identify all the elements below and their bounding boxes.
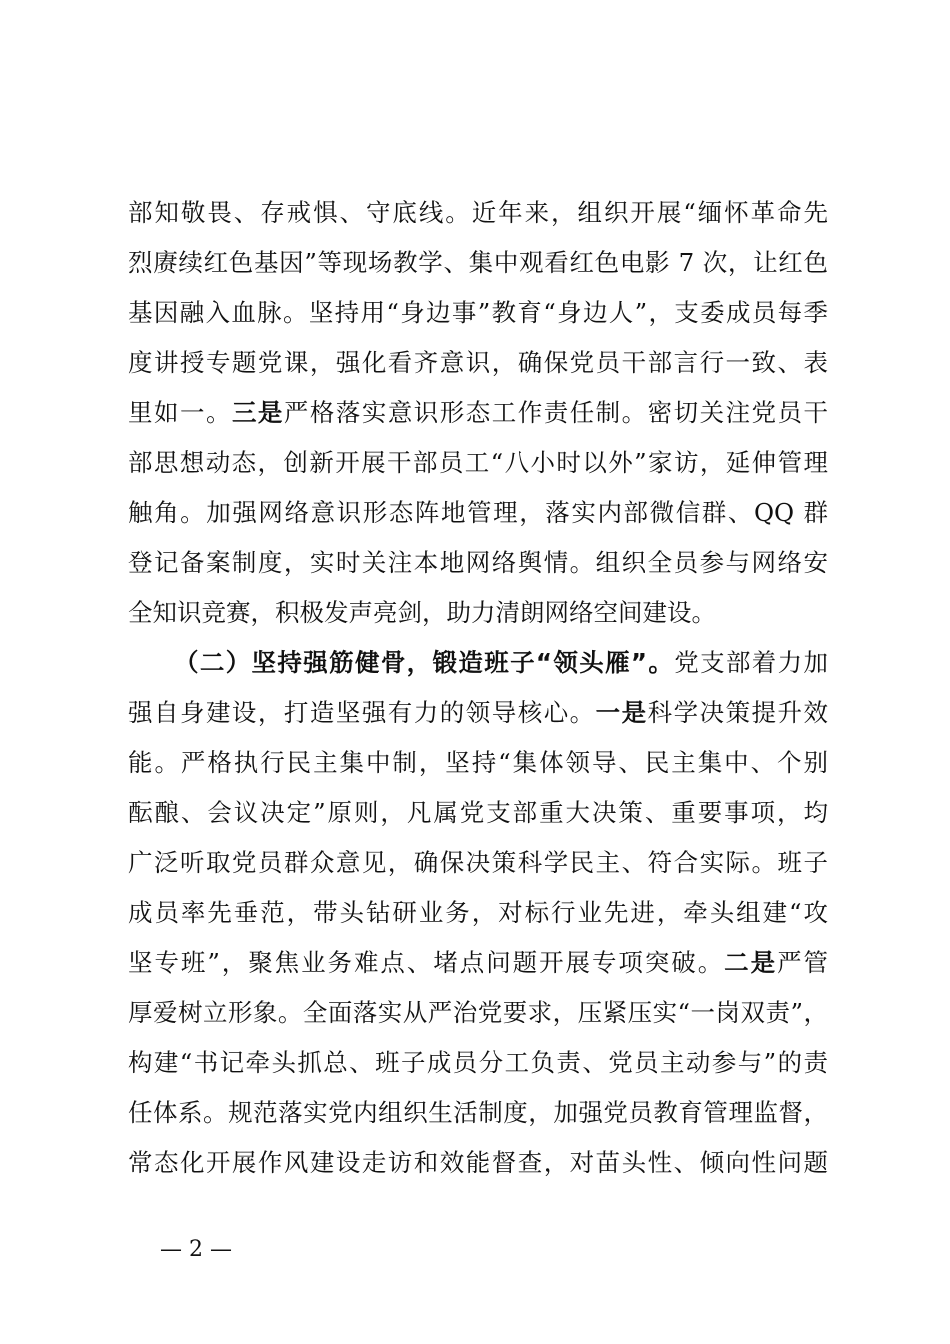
- text-line: 基因融入血脉。坚持用“身边事”教育“身边人”，支委成员每季: [128, 298, 828, 327]
- text-line: 任体系。规范落实党内组织生活制度，加强党员教育管理监督，: [128, 1098, 828, 1127]
- text-line: 登记备案制度，实时关注本地网络舆情。组织全员参与网络安: [128, 548, 828, 577]
- text-line: 里如一。三是严格落实意识形态工作责任制。密切关注党员干: [128, 398, 828, 427]
- body-text: [128, 188, 828, 1188]
- text-line: 部知敬畏、存戒惧、守底线。近年来，组织开展“缅怀革命先: [128, 198, 828, 227]
- page-number: — 2 —: [160, 1237, 232, 1262]
- text-line: 构建“书记牵头抓总、班子成员分工负责、党员主动参与”的责: [128, 1048, 828, 1077]
- text-line: 能。严格执行民主集中制，坚持“集体领导、民主集中、个别: [128, 748, 828, 777]
- section-heading: （二）坚持强筋健骨，锻造班子“领头雁”。: [174, 648, 675, 677]
- section-heading-line: （二）坚持强筋健骨，锻造班子“领头雁”。党支部着力加: [174, 648, 828, 677]
- bold-marker: 一是: [595, 698, 648, 727]
- text-line: 厚爱树立形象。全面落实从严治党要求，压紧压实“一岗双责”，: [128, 998, 828, 1027]
- text-line: 部思想动态，创新开展干部员工“八小时以外”家访，延伸管理: [128, 448, 828, 477]
- text-line: 常态化开展作风建设走访和效能督查，对苗头性、倾向性问题: [128, 1148, 828, 1177]
- text-line: 烈赓续红色基因”等现场教学、集中观看红色电影 7 次，让红色: [128, 248, 828, 277]
- text-line: 坚专班”，聚焦业务难点、堵点问题开展专项突破。二是严管: [128, 948, 828, 977]
- text-line: 广泛听取党员群众意见，确保决策科学民主、符合实际。班子: [128, 848, 828, 877]
- text-line: 全知识竞赛，积极发声亮剑，助力清朗网络空间建设。: [128, 598, 716, 627]
- text-line: 度讲授专题党课，强化看齐意识，确保党员干部言行一致、表: [128, 348, 828, 377]
- bold-marker: 三是: [231, 398, 284, 427]
- text-line: 成员率先垂范，带头钻研业务，对标行业先进，牵头组建“攻: [128, 898, 828, 927]
- text-line: 酝酿、会议决定”原则，凡属党支部重大决策、重要事项，均: [128, 798, 828, 827]
- text-line: 触角。加强网络意识形态阵地管理，落实内部微信群、QQ 群: [128, 498, 828, 527]
- bold-marker: 二是: [724, 948, 778, 977]
- text-line: 强自身建设，打造坚强有力的领导核心。一是科学决策提升效: [128, 698, 828, 727]
